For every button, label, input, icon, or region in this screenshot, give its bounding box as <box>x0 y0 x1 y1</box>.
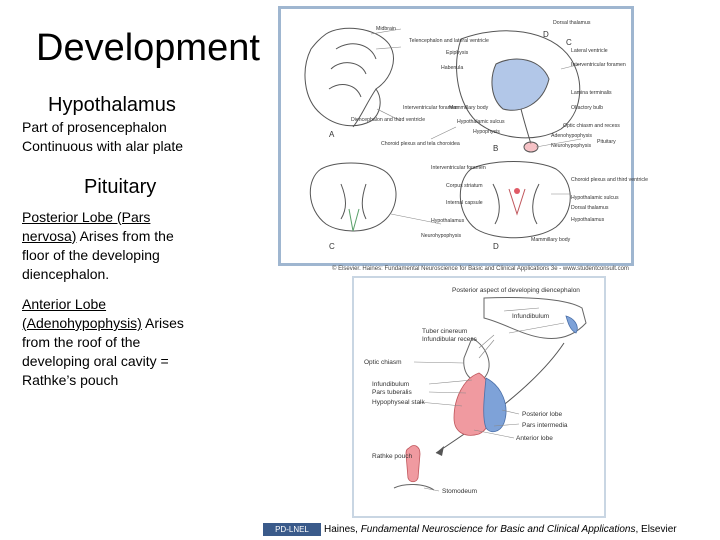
label-hypothalamic-sulcus-r: Hypothalamic sulcus <box>571 195 619 201</box>
label-lateral-ventricle: Lateral ventricle <box>571 48 608 54</box>
posterior-lobe-term: Posterior Lobe (Pars <box>22 209 151 225</box>
panel-a-sagittal <box>305 28 393 127</box>
label-midbrain: Midbrain <box>376 26 396 32</box>
hypothalamus-text <box>22 118 183 156</box>
label-hypophyseal-stalk: Hypophyseal stalk <box>372 399 425 406</box>
label-optic-chiasm-b: Optic chiasm <box>364 359 402 366</box>
anterior-lobe-desc: developing oral cavity = <box>22 353 169 369</box>
label-hypophysis: Hypophysis <box>473 129 500 135</box>
label-infundibular-recess: Infundibular recess <box>422 336 477 343</box>
label-stomodeum: Stomodeum <box>442 488 478 495</box>
label-interventricular-foramen: Interventricular foramen <box>403 105 458 111</box>
label-pituitary: Pituitary <box>597 139 616 145</box>
label-infundibulum-top: Infundibulum <box>512 313 550 320</box>
label-mammillary-body: Mammillary body <box>449 105 489 111</box>
posterior-lobe-term: nervosa) <box>22 228 77 244</box>
top-figure-credit: © Elsevier. Haines: Fundamental Neuroscience for Basic and Clinical Applications 3e - www.studentconsult.com <box>332 266 629 272</box>
label-optic-chiasm: Optic chiasm and recess <box>563 123 620 129</box>
posterior-lobe-desc: diencephalon. <box>22 266 110 282</box>
hypothalamus-line: Continuous with alar plate <box>22 138 184 154</box>
panel-letter-d: D <box>493 242 499 251</box>
label-neurohypophysis: Neurohypophysis <box>421 233 462 239</box>
anterior-lobe-desc: Arises <box>141 315 184 331</box>
label-posterior-lobe: Posterior lobe <box>522 411 563 418</box>
panel-letter-c: C <box>329 242 335 251</box>
panel-letter-c-top: C <box>566 38 572 47</box>
label-mammillary-body-r: Mammillary body <box>531 237 571 243</box>
label-corpus-striatum: Corpus striatum <box>446 183 483 189</box>
anterior-lobe-text <box>22 295 222 390</box>
label-tuber-cinereum: Tuber cinereum <box>422 328 468 335</box>
label-neurohypophysis-r: Neurohypophysis <box>551 143 592 149</box>
label-infundibulum: Infundibulum <box>372 381 410 388</box>
label-anterior-lobe: Anterior lobe <box>516 435 553 442</box>
label-choroid-third-ventricle: Choroid plexus and third ventricle <box>571 177 648 183</box>
label-rathke-pouch: Rathke pouch <box>372 453 413 460</box>
posterior-lobe-desc: floor of the developing <box>22 247 160 263</box>
label-pars-tuberalis: Pars tuberalis <box>372 389 412 396</box>
label-epiphysis: Epiphysis <box>446 50 469 56</box>
label-hypothalamus-r: Hypothalamus <box>571 217 605 223</box>
pituitary-heading: Pituitary <box>84 176 157 198</box>
label-interventricular-foramen-2: Interventricular foramen <box>431 165 486 171</box>
label-adenohypophysis: Adenohypophysis <box>551 133 592 139</box>
label-habenula: Habenula <box>441 65 464 71</box>
slide-title: Development <box>36 27 260 69</box>
label-choroid-plexus: Choroid plexus and tela choroidea <box>381 141 460 147</box>
label-posterior-aspect: Posterior aspect of developing diencephalon <box>452 287 580 294</box>
label-internal-capsule: Internal capsule <box>446 200 483 206</box>
label-diencephalon: Diencephalon and third ventricle <box>351 117 426 123</box>
label-olfactory-bulb: Olfactory bulb <box>571 105 604 111</box>
label-hypothalamus: Hypothalamus <box>431 218 465 224</box>
label-pars-intermedia: Pars intermedia <box>522 422 568 429</box>
anterior-lobe-term: Anterior Lobe <box>22 296 107 312</box>
infundibulum-blue-top <box>566 316 577 333</box>
hypothalamus-line: Part of prosencephalon <box>22 119 167 135</box>
publisher-logo <box>263 523 321 536</box>
label-interventricular-foramen-r: Interventricular foramen <box>571 62 626 68</box>
brain-development-diagram <box>281 9 648 263</box>
pituitary-development-diagram <box>354 278 604 516</box>
posterior-lobe-blue <box>484 378 506 432</box>
label-dorsal-thalamus-r: Dorsal thalamus <box>571 205 609 211</box>
label-telencephalon: Telencephalon and lateral ventricle <box>409 38 489 44</box>
credit-publisher: , Elsevier <box>635 524 677 535</box>
posterior-lobe-text <box>22 208 222 284</box>
credit-author: Haines, <box>324 524 361 535</box>
anterior-lobe-term: (Adenohypophysis) <box>22 315 142 331</box>
panel-letter-d-top: D <box>543 30 549 39</box>
figure-credit <box>324 524 677 536</box>
anterior-lobe-desc: Rathke’s pouch <box>22 372 119 388</box>
anterior-lobe-desc: from the roof of the <box>22 334 141 350</box>
publisher-logo-text: PD-LNEL <box>275 525 309 534</box>
leader-lines <box>371 29 581 224</box>
hypothalamus-heading: Hypothalamus <box>48 94 176 116</box>
label-dorsal-thalamus: Dorsal thalamus <box>553 20 591 26</box>
panel-letter-a: A <box>329 130 335 139</box>
panel-c-coronal <box>310 163 396 231</box>
rathke-pouch-pink <box>406 446 420 482</box>
label-lamina-terminalis: Lamina terminalis <box>571 90 612 96</box>
pituitary-development-figure <box>352 276 606 518</box>
credit-title: Fundamental Neuroscience for Basic and Clinical Applications <box>360 524 636 535</box>
posterior-lobe-desc: Arises from the <box>76 228 174 244</box>
label-hypothalamic-sulcus: Hypothalamic sulcus <box>457 119 505 125</box>
brain-development-figure <box>278 6 648 266</box>
panel-letter-b: B <box>493 144 499 153</box>
